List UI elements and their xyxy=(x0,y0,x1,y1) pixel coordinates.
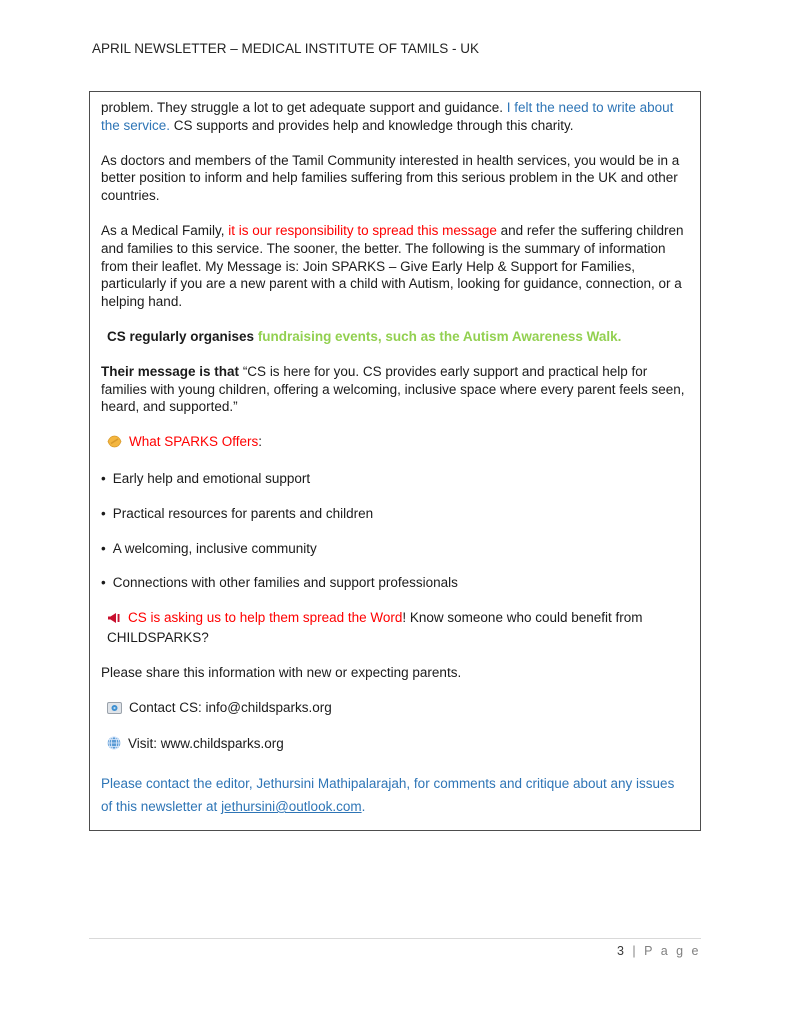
bullet-icon: • xyxy=(101,575,106,591)
bullet-icon: • xyxy=(101,540,106,556)
globe-icon xyxy=(107,736,121,755)
intro-text-1: problem. They struggle a lot to get adequate support and guidance. xyxy=(101,100,507,115)
paragraph-intro xyxy=(101,99,689,135)
spread-word-line xyxy=(101,609,689,647)
contact-text: Contact CS: info@childsparks.org xyxy=(129,699,332,715)
visit-line xyxy=(101,735,689,755)
bullet-item xyxy=(101,540,689,558)
page-header: APRIL NEWSLETTER – MEDICAL INSTITUTE OF TAMILS - UK xyxy=(92,41,480,56)
page-number-separator: | xyxy=(632,944,639,958)
organises-green-text: fundraising events, such as the Autism Awareness Walk. xyxy=(257,328,622,344)
bullet-text: A welcoming, inclusive community xyxy=(112,540,317,556)
message-quote-text: “CS is here for you. CS provides early support and practical help for families with young children, offering a welcoming, inclusive space where every parent feels seen, heard, and supported.” xyxy=(101,363,685,415)
editor-note xyxy=(101,772,689,818)
bullet-text: Practical resources for parents and children xyxy=(112,505,374,521)
spread-word-red-text: CS is asking us to help them spread the Word xyxy=(128,610,403,626)
megaphone-icon xyxy=(107,611,121,629)
contact-line xyxy=(101,699,689,719)
email-icon xyxy=(107,701,122,719)
intro-blue-text: I felt the need to write about the service. xyxy=(101,100,674,133)
visit-text: Visit: www.childsparks.org xyxy=(128,736,284,752)
bullet-text: Connections with other families and support professionals xyxy=(112,575,458,591)
editor-note-text-2: . xyxy=(361,799,366,815)
bullet-icon: • xyxy=(101,470,106,486)
medical-family-text-2: and refer the suffering children and families to this service. The sooner, the better. The following is the summary of information from their leaflet. My Message is: Join SPARKS – Give Early Help & Support for Families, particularly if you are a new parent with a child with Autism, looking for guidance, connection, or a helping hand. xyxy=(101,222,684,310)
spread-word-text: ! Know someone who could benefit from CHILDSPARKS? xyxy=(107,610,643,645)
page-number xyxy=(89,944,701,958)
bullet-text: Early help and emotional support xyxy=(112,470,311,486)
share-line: Please share this information with new or expecting parents. xyxy=(101,664,462,680)
editor-email-link[interactable]: jethursini@outlook.com xyxy=(221,799,362,815)
paragraph-doctors: As doctors and members of the Tamil Community interested in health services, you would be in a better position to inform and help families suffering from this serious problem in the UK and other countries. xyxy=(101,152,680,204)
offers-heading-colon: : xyxy=(258,434,263,450)
content-box xyxy=(89,91,701,831)
medical-family-red-text: it is our responsibility to spread this message xyxy=(228,222,497,238)
bullet-item xyxy=(101,574,689,592)
bullet-item xyxy=(101,505,689,523)
page-number-label: P a g e xyxy=(644,944,701,958)
medical-family-text-1: As a Medical Family, xyxy=(101,222,229,238)
offers-heading xyxy=(101,433,689,453)
intro-text-2: CS supports and provides help and knowledge through this charity. xyxy=(170,117,574,133)
bullet-icon: • xyxy=(101,505,106,521)
organises-bold-text: CS regularly organises xyxy=(107,328,258,344)
handshake-icon xyxy=(107,435,122,453)
offers-heading-text: What SPARKS Offers xyxy=(129,434,259,450)
paragraph-medical-family xyxy=(101,222,689,311)
editor-note-text-1: Please contact the editor, Jethursini Mathipalarajah, for comments and critique about any issues of this newsletter at xyxy=(101,776,675,815)
paragraph-message xyxy=(101,363,689,416)
message-bold-text: Their message is that xyxy=(101,363,243,379)
bullet-item xyxy=(101,470,689,488)
footer-rule xyxy=(89,938,701,939)
page-number-value: 3 xyxy=(616,944,627,958)
line-organises xyxy=(101,328,689,346)
